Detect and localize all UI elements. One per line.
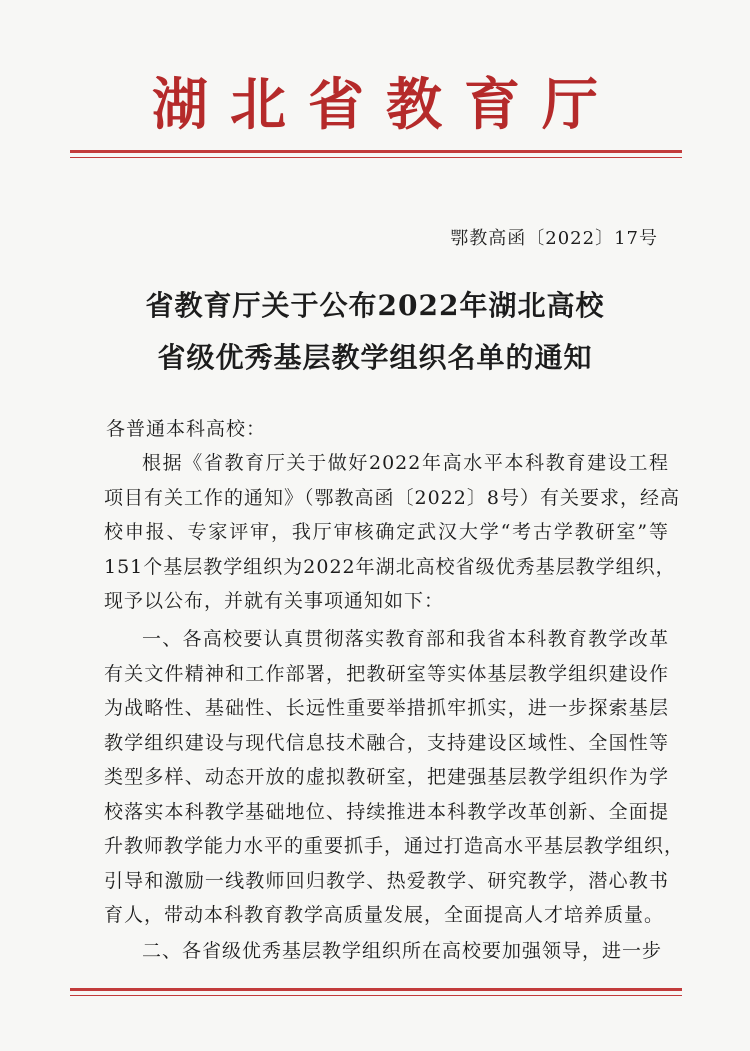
notice-title-line-1: 省教育厅关于公布2022年湖北高校 <box>145 289 605 322</box>
body-paragraph-1 <box>104 446 680 619</box>
notice-title-line-2: 省级优秀基层教学组织名单的通知 <box>157 341 593 374</box>
text-line: 二、各省级优秀基层教学组织所在高校要加强领导，进一步 <box>142 940 663 962</box>
text-line: 校申报、专家评审，我厅审核确定武汉大学“考古学教研室”等 <box>104 521 669 543</box>
body-paragraph-3 <box>104 934 669 969</box>
text-line: 校落实本科教学基础地位、持续推进本科教学改革创新、全面提 <box>104 800 669 823</box>
text-line: 类型多样、动态开放的虚拟教研室，把建强基层教学组织作为学 <box>104 766 669 788</box>
letterhead-rule-thin <box>70 157 682 158</box>
text-line: 项目有关工作的通知》（鄂教高函〔2022〕8号）有关要求，经高 <box>104 486 680 509</box>
letterhead-rule-thick <box>70 150 682 153</box>
document-number: 鄂教高函〔2022〕17号 <box>450 228 658 249</box>
footer-rule-thin <box>70 995 682 996</box>
text-line: 现予以公布，并就有关事项通知如下： <box>104 590 445 612</box>
body-paragraph-2 <box>104 622 685 933</box>
text-line: 升教师教学能力水平的重要抓手，通过打造高水平基层教学组织， <box>104 835 685 857</box>
footer-rule-thick <box>70 988 682 991</box>
text-line: 有关文件精神和工作部署，把教研室等实体基层教学组织建设作 <box>104 662 669 685</box>
text-line: 育人，带动本科教育教学高质量发展，全面提高人才培养质量。 <box>104 904 665 926</box>
text-line: 151个基层教学组织为2022年湖北高校省级优秀基层教学组织， <box>104 555 676 578</box>
text-line: 引导和激励一线教师回归教学、热爱教学、研究教学，潜心教书 <box>104 869 669 892</box>
letterhead-title: 湖北省教育厅 <box>152 72 620 138</box>
text-line: 一、各高校要认真贯彻落实教育部和我省本科教育教学改革 <box>142 628 669 650</box>
text-line: 教学组织建设与现代信息技术融合，支持建设区域性、全国性等 <box>104 731 669 754</box>
salutation: 各普通本科高校： <box>106 418 267 440</box>
text-line: 根据《省教育厅关于做好2022年高水平本科教育建设工程 <box>142 452 669 474</box>
text-line: 为战略性、基础性、长远性重要举措抓牢抓实，进一步探索基层 <box>104 697 669 719</box>
